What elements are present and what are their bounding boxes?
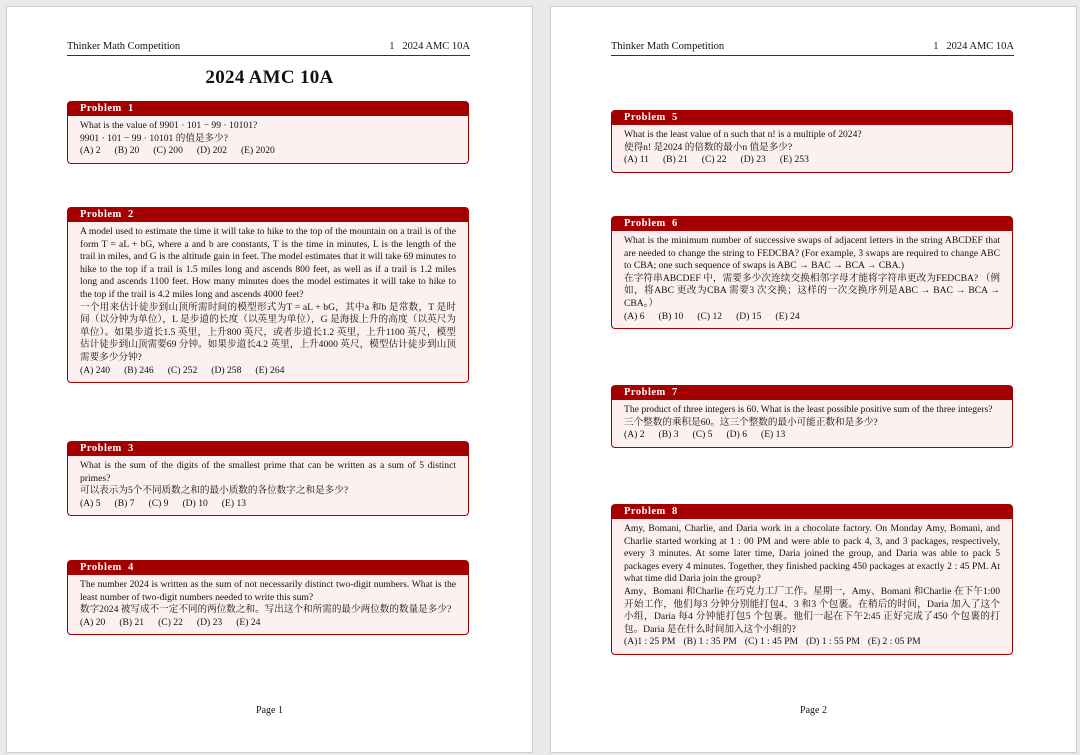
answer-choices <box>624 154 1000 167</box>
choice-a: (A) 2 <box>624 429 645 441</box>
choice-a: (A) 6 <box>624 310 645 322</box>
page-number: Page 1 <box>256 705 283 716</box>
problem-box <box>67 101 469 164</box>
choice-d: (D) 6 <box>726 429 747 441</box>
choice-e: (E) 24 <box>236 616 261 628</box>
choice-b: (B) 21 <box>662 154 688 166</box>
choice-c: (C) 252 <box>167 364 198 376</box>
problem-text-en: The number 2024 is written as the sum of not necessarily distinct two-digit numbers. What is the least number of two-digit numbers needed to write this sum? <box>80 579 456 603</box>
choice-e: (E) 13 <box>761 429 786 441</box>
problem-label: Problem 8 <box>612 505 1012 519</box>
running-header <box>611 41 1014 56</box>
problem-box <box>611 216 1013 329</box>
problem-text-zh: 9901 · 101 − 99 · 10101 的值是多少? <box>80 132 228 144</box>
problem-label: Problem 6 <box>612 217 1012 231</box>
choice-e: (E) 2 : 05 PM <box>867 636 921 648</box>
choice-b: (B) 1 : 35 PM <box>683 636 737 648</box>
problem-box <box>611 110 1013 173</box>
running-header <box>67 41 470 56</box>
choice-b: (B) 7 <box>114 497 135 509</box>
problem-label: Problem 7 <box>612 386 1012 400</box>
problem-box <box>611 385 1013 448</box>
problem-text-en: Amy, Bomani, Charlie, and Daria work in a chocolate factory. On Monday Amy, Bomani, and Charlie started working at 1 : 00 PM and were able to pack 4, 3, and 3 packages, respectively, every 3 minutes. At some later time, Daria joined the group, and Daria was able to pack 5 packages every 4 minutes. Together, they finished packing 450 packages at exactly 2 : 45 PM. At what time did Daria join the group? <box>624 523 1000 585</box>
problem-text-zh: 一个用来估计徒步到山顶所需时间的模型形式为T = aL + bG，其中a 和b 是常数，T 是时间（以分钟为单位），L 是步道的长度（以英里为单位），G 是海拔上升的高度（以英尺为单位）。如果步道长1.5 英里，上升800 英尺，或者步道长1.2 英里，上升1100 英尺，模型估计徒步到山顶需要69 分钟。如果步道长4.2 英里，上升4000 英尺，模型估计徒步到山顶需要多少分钟? <box>80 301 456 363</box>
choice-d: (D) 15 <box>736 310 762 322</box>
choice-c: (C) 1 : 45 PM <box>744 636 799 648</box>
choice-b: (B) 3 <box>658 429 679 441</box>
choice-b: (B) 21 <box>119 616 145 628</box>
problem-box <box>611 504 1013 655</box>
answer-choices <box>80 617 456 630</box>
problem-text-en: What is the least value of n such that n! is a multiple of 2024? <box>624 129 862 140</box>
choice-c: (C) 200 <box>153 145 183 157</box>
problem-box <box>67 207 469 383</box>
choice-c: (C) 22 <box>701 154 727 166</box>
problem-text-en: What is the minimum number of successive swaps of adjacent letters in the string ABCDEF that are needed to change the string to FEDCBA? (For example, 3 swaps are required to change ABC to CBA; one such sequence of swaps is ABC → BAC → BCA → CBA.) <box>624 235 1000 272</box>
answer-choices <box>80 365 456 378</box>
problem-text-en: A model used to estimate the time it will take to hike to the top of the mountain on a trail is of the form T = aL + bG, where a and b are constants, T is the time in minutes, L is the length of the trail in miles, and G is the altitude gain in feet. The model estimates that it will take 69 minutes to hike to the top if a trail is 1.5 miles long and ascends 800 feet, as well as if a trail is 1.2 miles long and ascends 1100 feet. How many minutes does the model estimates it will take to hike to the top if the trail is 4.2 miles long and ascends 4000 feet? <box>80 226 456 300</box>
answer-choices <box>80 498 456 511</box>
problem-text-en: What is the value of 9901 · 101 − 99 · 10101? <box>80 120 258 131</box>
problem-text-zh: 数字2024 被写成不一定不同的两位数之和。写出这个和所需的最少两位数的数量是多少? <box>80 604 452 616</box>
choice-c: (C) 22 <box>158 616 183 628</box>
page-number: Page 2 <box>800 705 827 716</box>
choice-d: (D) 10 <box>182 497 208 509</box>
page-2 <box>550 6 1077 753</box>
problem-text-zh: 可以表示为5个不同质数之和的最小质数的各位数字之和是多少? <box>80 485 349 497</box>
problem-text-en: What is the sum of the digits of the smallest prime that can be written as a sum of 5 distinct primes? <box>80 460 456 484</box>
problem-text-zh: Amy、Bomani 和Charlie 在巧克力工厂工作。星期一，Amy、Bomani 和Charlie 在下午1:00 开始工作，他们每3 分钟分别能打包4、3 和3 个包裹。在稍后的时间，Daria 加入了这个小组，Daria 每4 分钟能打包5 个包裹。他们一起在下午2:45 正好完成了450 个包裹的打包。Daria 是在什么时间加入这个小组的? <box>624 585 1000 635</box>
header-left: Thinker Math Competition <box>67 41 181 52</box>
choice-d: (D) 202 <box>196 145 227 157</box>
choice-d: (D) 1 : 55 PM <box>806 636 860 648</box>
choice-e: (E) 13 <box>221 497 247 509</box>
answer-choices <box>624 311 1000 324</box>
choice-b: (B) 20 <box>114 145 140 157</box>
page-1 <box>6 6 533 753</box>
problem-label: Problem 3 <box>68 442 468 456</box>
choice-a: (A)1 : 25 PM <box>624 636 676 648</box>
choice-a: (A) 20 <box>80 616 106 628</box>
problem-box <box>67 560 469 635</box>
problem-label: Problem 5 <box>612 111 1012 125</box>
choice-e: (E) 264 <box>255 364 285 376</box>
answer-choices <box>624 429 1000 442</box>
choice-c: (C) 5 <box>692 429 713 441</box>
choice-a: (A) 2 <box>80 145 101 157</box>
choice-b: (B) 246 <box>124 364 154 376</box>
choice-d: (D) 23 <box>740 154 766 166</box>
choice-b: (B) 10 <box>658 310 684 322</box>
header-left: Thinker Math Competition <box>611 41 725 52</box>
choice-a: (A) 5 <box>80 497 101 509</box>
problem-text-zh: 在字符串ABCDEF 中，需要多少次连续交换相邻字母才能将字符串更改为FEDCBA? （例如，将ABC 更改为CBA 需要3 次交换；这样的一次交换序列是ABC → BAC → BCA → CBA。） <box>624 272 1000 309</box>
choice-e: (E) 2020 <box>240 145 275 157</box>
header-right: 1 2024 AMC 10A <box>933 41 1014 52</box>
header-right: 1 2024 AMC 10A <box>389 41 470 52</box>
problem-box <box>67 441 469 516</box>
choice-c: (C) 9 <box>148 497 169 509</box>
choice-e: (E) 24 <box>775 310 800 322</box>
choice-a: (A) 11 <box>624 154 649 166</box>
choice-a: (A) 240 <box>80 364 111 376</box>
problem-text-en: The product of three integers is 60. What is the least possible positive sum of the three integers? <box>624 404 993 415</box>
answer-choices <box>80 145 456 158</box>
document-title: 2024 AMC 10A <box>205 67 334 88</box>
choice-d: (D) 23 <box>196 616 223 628</box>
choice-d: (D) 258 <box>211 364 242 376</box>
problem-label: Problem 4 <box>68 561 468 575</box>
choice-e: (E) 253 <box>779 154 809 166</box>
choice-c: (C) 12 <box>697 310 723 322</box>
problem-text-zh: 三个整数的乘积是60。这三个整数的最小可能正数和是多少? <box>624 416 878 428</box>
answer-choices <box>624 636 1000 649</box>
problem-label: Problem 2 <box>68 208 468 222</box>
problem-text-zh: 使得n! 是2024 的倍数的最小n 值是多少? <box>624 141 793 153</box>
problem-label: Problem 1 <box>68 102 468 116</box>
